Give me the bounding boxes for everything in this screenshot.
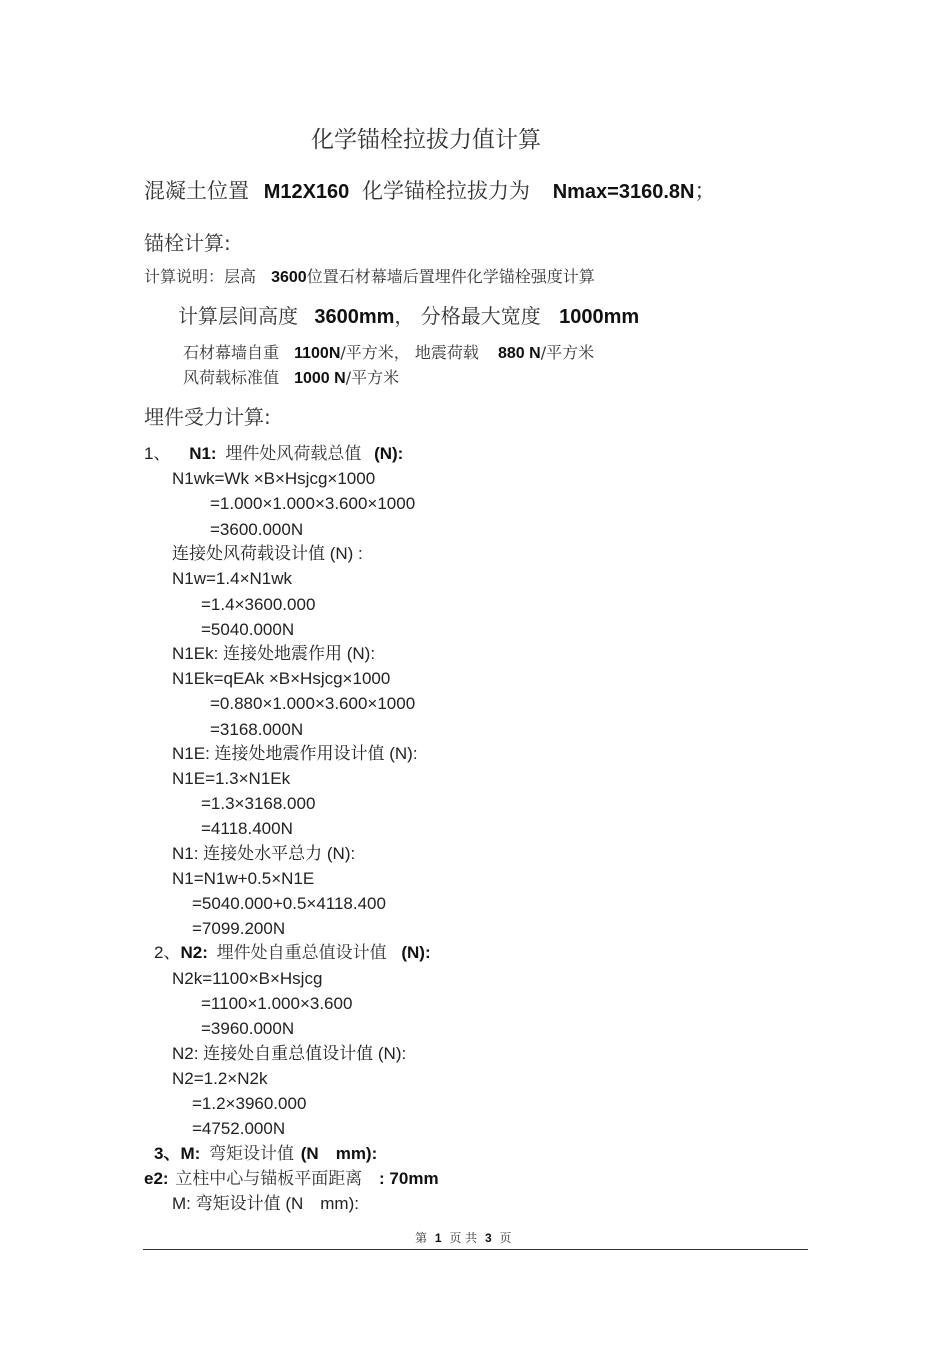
formula-n1e-result: =4118.400N [201,819,293,838]
e2-line [144,1170,439,1187]
n1-desc: N1: 连接处水平总力 (N): [172,844,356,863]
summary-prefix: 混凝土位置 [144,179,249,203]
param-height-value: 3600mm [314,306,395,328]
e2-value: : 70mm [379,1169,439,1188]
formula-n1wk-result: =3600.000N [210,520,304,539]
param-width-value: 1000mm [559,306,640,328]
summary-suffix: ； [694,179,716,203]
item-1-desc: 埋件处风荷载总值 [225,444,362,463]
formula-n1ek-sub: =0.880×1.000×3.600×1000 [210,694,416,713]
param-comma: ， [394,304,415,328]
formula-n2-result: =4752.000N [192,1119,286,1138]
item-3-unit: (N mm): [300,1144,378,1163]
formula-n1-sub: =5040.000+0.5×4118.400 [192,894,386,913]
formula-n1-result: =7099.200N [192,919,286,938]
formula-n1ek-result: =3168.000N [210,720,304,739]
footer-total-pages: 3 [485,1231,492,1245]
summary-line [144,181,715,202]
explain-height: 3600 [271,269,307,286]
item-1-unit: (N): [374,444,404,463]
page-footer [415,1232,512,1244]
e2-key: e2: [144,1169,169,1188]
formula-n1e-sub: =1.3×3168.000 [201,794,316,813]
section-heading-embed: 埋件受力计算: [144,405,271,429]
wind-unit: /平方米 [345,368,400,387]
item-2-desc: 埋件处自重总值设计值 [216,943,387,962]
formula-n1: N1=N1w+0.5×N1E [172,869,315,888]
formula-n2k-result: =3960.000N [201,1019,295,1038]
item-3-key: M: [180,1144,201,1163]
item-3-desc: 弯矩设计值 [209,1144,295,1163]
formula-n1ek: N1Ek=qEAk ×B×Hsjcg×1000 [172,669,391,688]
footer-divider [143,1249,808,1250]
item-1-key: N1: [189,444,217,463]
formula-n2-sub: =1.2×3960.000 [192,1094,307,1113]
formula-n1wk-sub: =1.000×1.000×3.600×1000 [210,494,416,513]
wind-value: 1000 N [294,370,346,387]
item-1-heading [144,445,403,462]
n1w-desc: 连接处风荷载设计值 (N) : [172,544,363,563]
item-1-number: 1、 [144,444,171,463]
section-heading-anchor: 锚栓计算: [144,231,231,255]
footer-page-number: 1 [434,1231,442,1245]
quake-label: 地震荷载 [414,343,479,362]
formula-n2k: N2k=1100×B×Hsjcg [172,969,323,988]
footer-mid: 页 共 [449,1231,478,1245]
nmax-value: Nmax=3160.8N [552,181,695,203]
item-3-heading [154,1145,377,1162]
self-weight-value: 1100N [294,345,341,362]
formula-n1w-result: =5040.000N [201,620,295,639]
anchor-model: M12X160 [263,181,350,203]
item-2-key: N2: [180,943,208,962]
item-3-number: 3、 [154,1144,181,1163]
param-width-label: 分格最大宽度 [420,304,541,328]
param-height-label: 计算层间高度 [178,304,298,328]
n2-desc: N2: 连接处自重总值设计值 (N): [172,1044,407,1063]
formula-n2k-sub: =1100×1.000×3.600 [201,994,353,1013]
footer-post: 页 [499,1231,512,1245]
item-2-unit: (N): [401,943,431,962]
quake-value: 880 N [497,345,541,362]
e2-desc: 立柱中心与锚板平面距离 [175,1169,363,1188]
item-2-heading [154,944,431,961]
formula-n1wk: N1wk=Wk ×B×Hsjcg×1000 [172,469,376,488]
self-weight-unit: /平方米， [340,343,410,362]
n1ek-desc: N1Ek: 连接处地震作用 (N): [172,644,376,663]
m-desc: M: 弯矩设计值 (N mm): [172,1194,359,1213]
load-wind [183,370,399,387]
formula-n2: N2=1.2×N2k [172,1069,268,1088]
self-weight-label: 石材幕墙自重 [183,343,280,362]
quake-unit: /平方米 [540,343,595,362]
wind-label: 风荷载标准值 [183,368,280,387]
n1e-desc: N1E: 连接处地震作用设计值 (N): [172,744,418,763]
calc-explanation [144,269,595,286]
calc-params [178,306,639,327]
page-title: 化学锚栓拉拔力值计算 [311,127,541,153]
explain-suffix: 位置石材幕墙后置埋件化学锚栓强度计算 [306,267,595,286]
formula-n1w-sub: =1.4×3600.000 [201,595,316,614]
explain-prefix: 计算说明：层高 [144,267,257,286]
item-2-number: 2、 [154,943,181,962]
summary-middle: 化学锚栓拉拔力为 [362,179,530,203]
load-self-quake [183,345,594,362]
formula-n1e: N1E=1.3×N1Ek [172,769,291,788]
footer-pre: 第 [415,1231,428,1245]
formula-n1w: N1w=1.4×N1wk [172,569,293,588]
